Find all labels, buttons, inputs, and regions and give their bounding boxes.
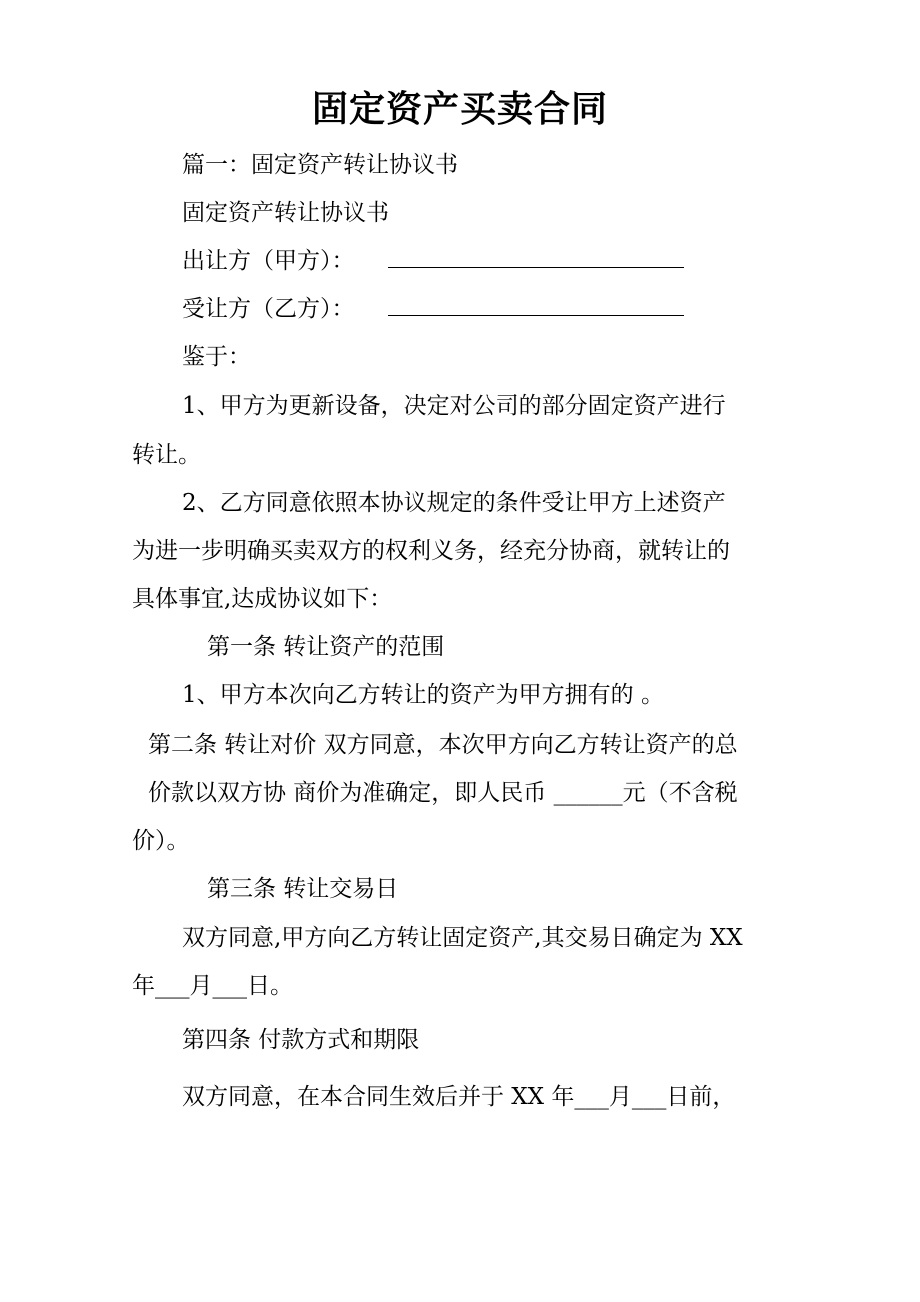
party-b-label: 受让方（乙方）： [182,296,355,322]
paragraph-line: 价）。 [132,828,190,854]
party-b-blank [388,293,684,316]
document-title: 固定资产买卖合同 [311,88,608,130]
paragraph-line: 价款以双方协 商价为准确定，即人民币 ______元（不含税 [148,780,738,806]
paragraph-line: 具体事宜,达成协议如下： [132,586,393,612]
paragraph-line: 1、甲方为更新设备，决定对公司的部分固定资产进行 [182,393,726,419]
party-a-row [182,245,684,277]
paragraph-line: 为进一步明确买卖双方的权利义务，经充分协商，就转让的 [132,538,730,564]
paragraph-line: 年___月___日。 [132,973,293,999]
article-heading: 第四条 付款方式和期限 [182,1027,420,1053]
paragraph-line: 第二条 转让对价 双方同意，本次甲方向乙方转让资产的总 [148,732,738,758]
party-a-label: 出让方（甲方）： [182,248,355,274]
paragraph-line: 2、乙方同意依照本协议规定的条件受让甲方上述资产 [182,490,726,516]
paragraph-line: 转让。 [132,442,201,468]
section-heading: 篇一：固定资产转让协议书 [182,152,458,178]
party-a-blank [388,245,684,268]
article-heading: 第一条 转让资产的范围 [207,634,445,660]
party-b-row [182,293,684,325]
article-heading: 第三条 转让交易日 [207,876,399,902]
paragraph-line: 1、甲方本次向乙方转让的资产为甲方拥有的 。 [182,682,664,708]
whereas-label: 鉴于： [182,344,251,370]
paragraph-line: 双方同意，在本合同生效后并于 XX 年___月___日前， [182,1084,736,1110]
paragraph-line: 双方同意,甲方向乙方转让固定资产,其交易日确定为 XX [182,925,743,951]
subtitle: 固定资产转让协议书 [182,200,389,226]
